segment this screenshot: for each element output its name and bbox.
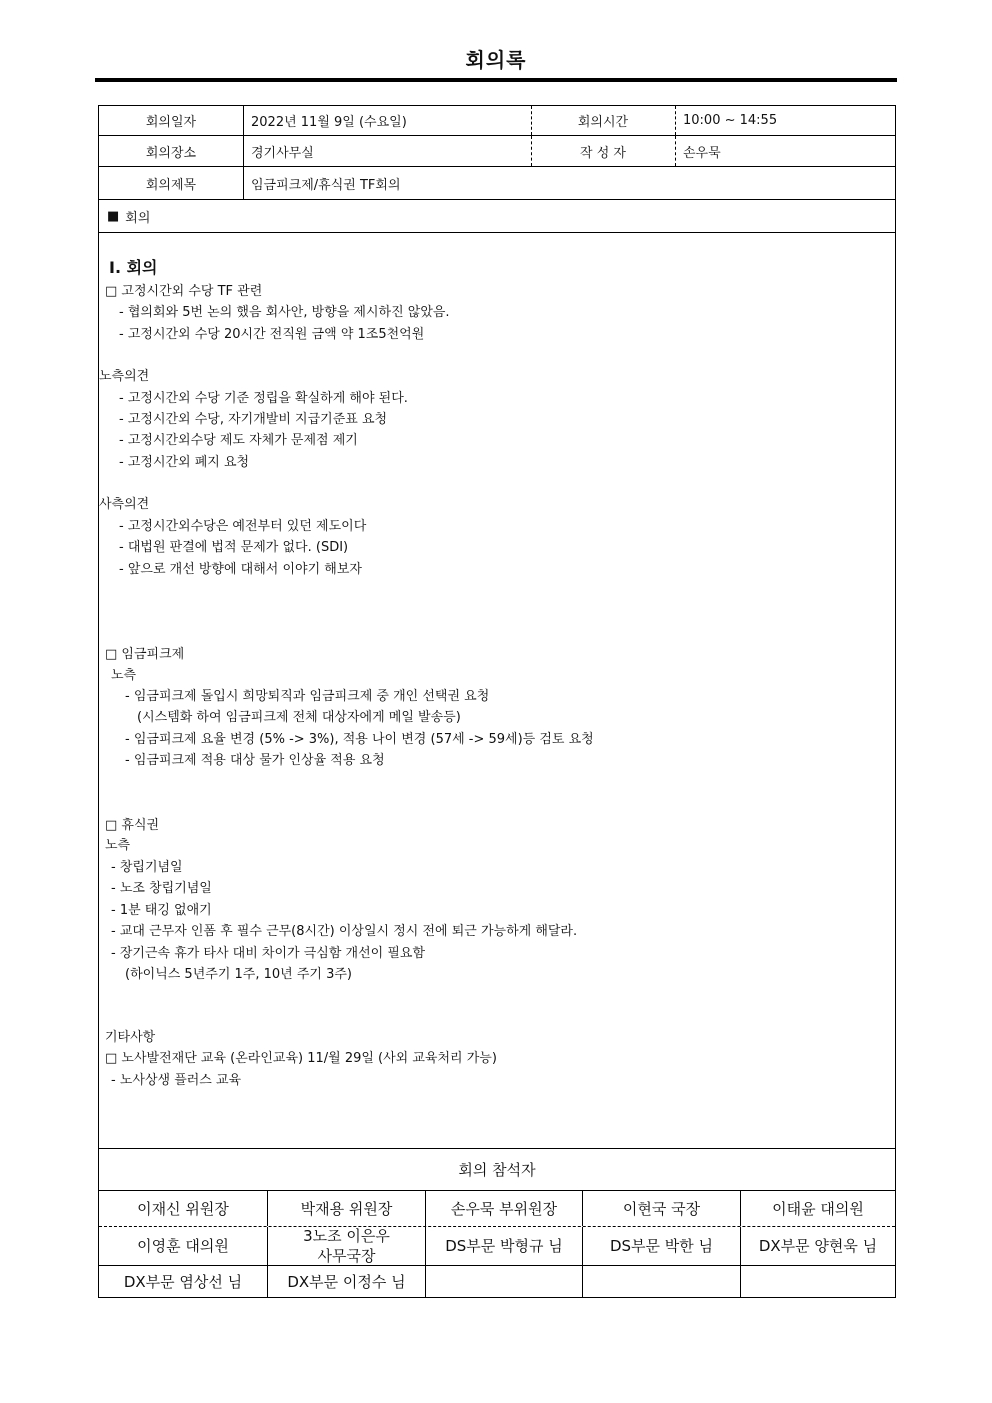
content-line: 노측 <box>111 668 137 683</box>
attendee-cell: DX부문 양현욱 님 <box>758 1237 878 1255</box>
content-line: - 고정시간외수당은 예전부터 있던 제도이다 <box>119 519 367 534</box>
attendee-cell: 이태윤 대의원 <box>772 1199 864 1218</box>
attendee-cell <box>741 1266 895 1298</box>
info-row-place <box>99 136 895 167</box>
attendee-cell: DS부문 박형규 님 <box>426 1227 583 1265</box>
place-value: 경기사무실 <box>251 145 314 161</box>
content-line: □ 고정시간외 수당 TF 관련 <box>105 284 263 299</box>
content-line: - 1분 태깅 없애기 <box>111 903 212 918</box>
section-title: 회의 <box>125 210 151 226</box>
content-line: 노측 <box>105 838 131 853</box>
attendee-cell: DX부문 염상선 님 <box>99 1266 268 1298</box>
section-header <box>99 200 895 233</box>
attendee-cell: 이현국 국장 <box>583 1191 741 1226</box>
content-line: - 앞으로 개선 방향에 대해서 이야기 해보자 <box>119 562 362 577</box>
content-line: - 노사상생 플러스 교육 <box>111 1073 242 1088</box>
info-row-date <box>99 106 895 136</box>
content-line: - 교대 근무자 인폼 후 필수 근무(8시간) 이상일시 정시 전에 퇴근 가능하게 해달라. <box>111 924 578 939</box>
content-line: - 대법원 판결에 법적 문제가 없다. (SDI) <box>119 540 349 555</box>
place-label: 회의장소 <box>145 145 197 161</box>
attendee-cell: DS부문 박한 님 <box>583 1227 741 1265</box>
content-line: - 고정시간외수당 제도 자체가 문제점 제기 <box>119 433 358 448</box>
title-rule <box>95 78 897 82</box>
attendee-cell: 박재용 위원장 <box>268 1191 426 1226</box>
content-line: □ 노사발전재단 교육 (온라인교육) 11/월 29일 (사외 교육처리 가능) <box>105 1051 497 1066</box>
subject-label: 회의제목 <box>145 177 197 193</box>
content-line: □ 휴식권 <box>105 818 160 833</box>
content-line: - 고정시간외 수당, 자기개발비 지급기준표 요청 <box>119 412 388 427</box>
attendee-cell: 3노조 이은우 사무국장 <box>268 1227 426 1265</box>
minutes-table <box>98 105 896 1298</box>
time-label: 회의시간 <box>577 115 629 130</box>
attendees-title: 회의 참석자 <box>99 1148 895 1191</box>
square-bullet-icon: ■ <box>107 208 120 224</box>
date-value: 2022년 11월 9일 (수요일) <box>251 115 407 130</box>
document-title: 회의록 <box>465 48 527 72</box>
date-label: 회의일자 <box>145 115 197 130</box>
info-row-subject <box>99 167 895 200</box>
content-line: (시스템화 하여 임금피크제 전체 대상자에게 메일 발송등) <box>137 710 461 725</box>
content-line: - 창립기념일 <box>111 860 183 875</box>
content-line: - 고정시간외 수당 기준 정립을 확실하게 해야 된다. <box>119 391 408 406</box>
content-line: - 고정시간외 수당 20시간 전직원 금액 약 1조5천억원 <box>119 327 425 342</box>
content-line: - 임금피크제 적용 대상 물가 인상율 적용 요청 <box>125 753 385 768</box>
content-line: - 장기근속 휴가 타사 대비 차이가 극심함 개선이 필요함 <box>111 946 426 961</box>
content-heading: Ⅰ. 회의 <box>109 258 158 277</box>
author-value: 손우묵 <box>683 145 721 161</box>
subject-value: 임금피크제/휴식권 TF회의 <box>251 177 401 193</box>
attendee-cell: 손우묵 부위원장 <box>426 1191 583 1226</box>
content-line: 사측의견 <box>99 497 150 512</box>
attendee-cell <box>426 1266 583 1298</box>
minutes-content <box>99 233 895 1148</box>
content-line: - 노조 창립기념일 <box>111 881 212 896</box>
content-line: - 협의회와 5번 논의 했음 회사안, 방향을 제시하진 않았음. <box>119 305 450 320</box>
author-label: 작 성 자 <box>580 145 626 161</box>
content-line: □ 임금피크제 <box>105 647 185 662</box>
attendee-cell <box>583 1266 741 1298</box>
content-line: 기타사항 <box>105 1030 156 1045</box>
attendees-grid <box>99 1191 895 1298</box>
content-line: - 임금피크제 돌입시 희망퇴직과 임금피크제 중 개인 선택권 요청 <box>125 689 490 704</box>
content-line: - 고정시간외 폐지 요청 <box>119 455 250 470</box>
content-line: - 임금피크제 요율 변경 (5% -> 3%), 적용 나이 변경 (57세 -> 59세)등 검토 요청 <box>125 732 594 747</box>
time-value: 10:00 ~ 14:55 <box>683 113 778 128</box>
attendee-cell: 이재신 위원장 <box>99 1191 268 1226</box>
content-line: 노측의견 <box>99 369 150 384</box>
attendee-cell: 이영훈 대의원 <box>99 1227 268 1265</box>
attendee-cell: DX부문 이정수 님 <box>268 1266 426 1298</box>
content-line: (하이닉스 5년주기 1주, 10년 주기 3주) <box>125 967 352 982</box>
